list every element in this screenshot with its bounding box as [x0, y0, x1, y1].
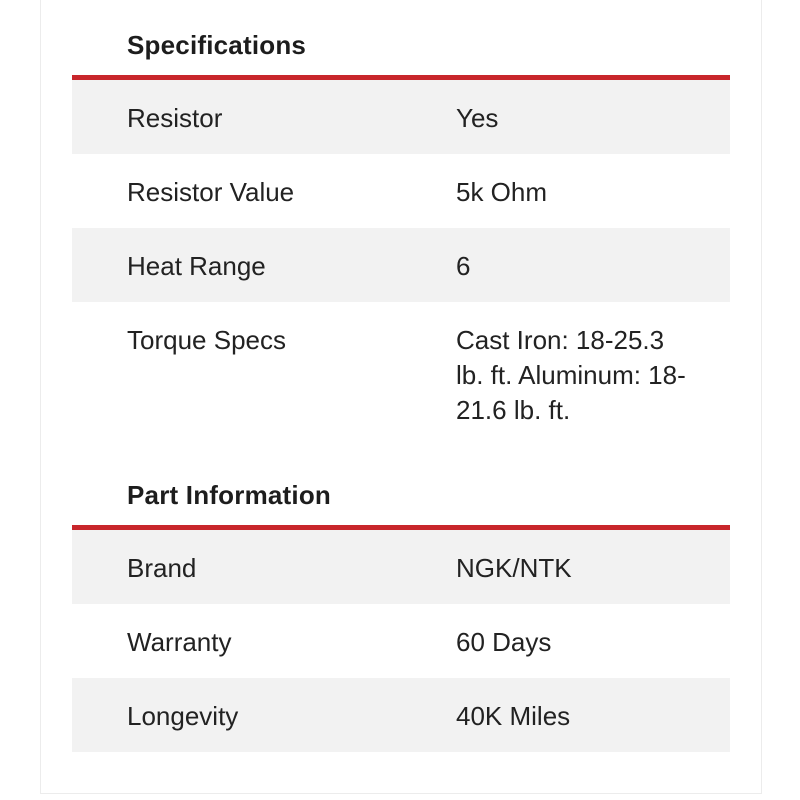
row-value: 6 [456, 251, 471, 281]
row-value: Yes [456, 103, 499, 133]
part-information-title: Part Information [127, 480, 331, 510]
row-value: NGK/NTK [456, 553, 572, 583]
specifications-table [72, 80, 730, 462]
row-value: Cast Iron: 18-25.3 lb. ft. Aluminum: 18-21.6 lb. ft. [456, 325, 686, 425]
table-row [72, 80, 730, 154]
table-row [72, 530, 730, 604]
row-label: Longevity [127, 701, 239, 731]
table-row [72, 604, 730, 678]
row-value: 5k Ohm [456, 177, 548, 207]
row-label: Warranty [127, 627, 232, 657]
row-label: Brand [127, 553, 197, 583]
table-row [72, 678, 730, 752]
row-label: Resistor Value [127, 177, 295, 207]
row-label: Torque Specs [127, 325, 286, 355]
part-information-header [72, 450, 730, 530]
row-value: 60 Days [456, 627, 552, 657]
row-label: Resistor [127, 103, 223, 133]
table-row [72, 228, 730, 302]
specifications-title: Specifications [127, 30, 307, 60]
table-row [72, 302, 730, 462]
row-label: Heat Range [127, 251, 266, 281]
row-value: 40K Miles [456, 701, 571, 731]
part-information-table [72, 530, 730, 752]
specifications-header [72, 0, 730, 80]
table-row [72, 154, 730, 228]
